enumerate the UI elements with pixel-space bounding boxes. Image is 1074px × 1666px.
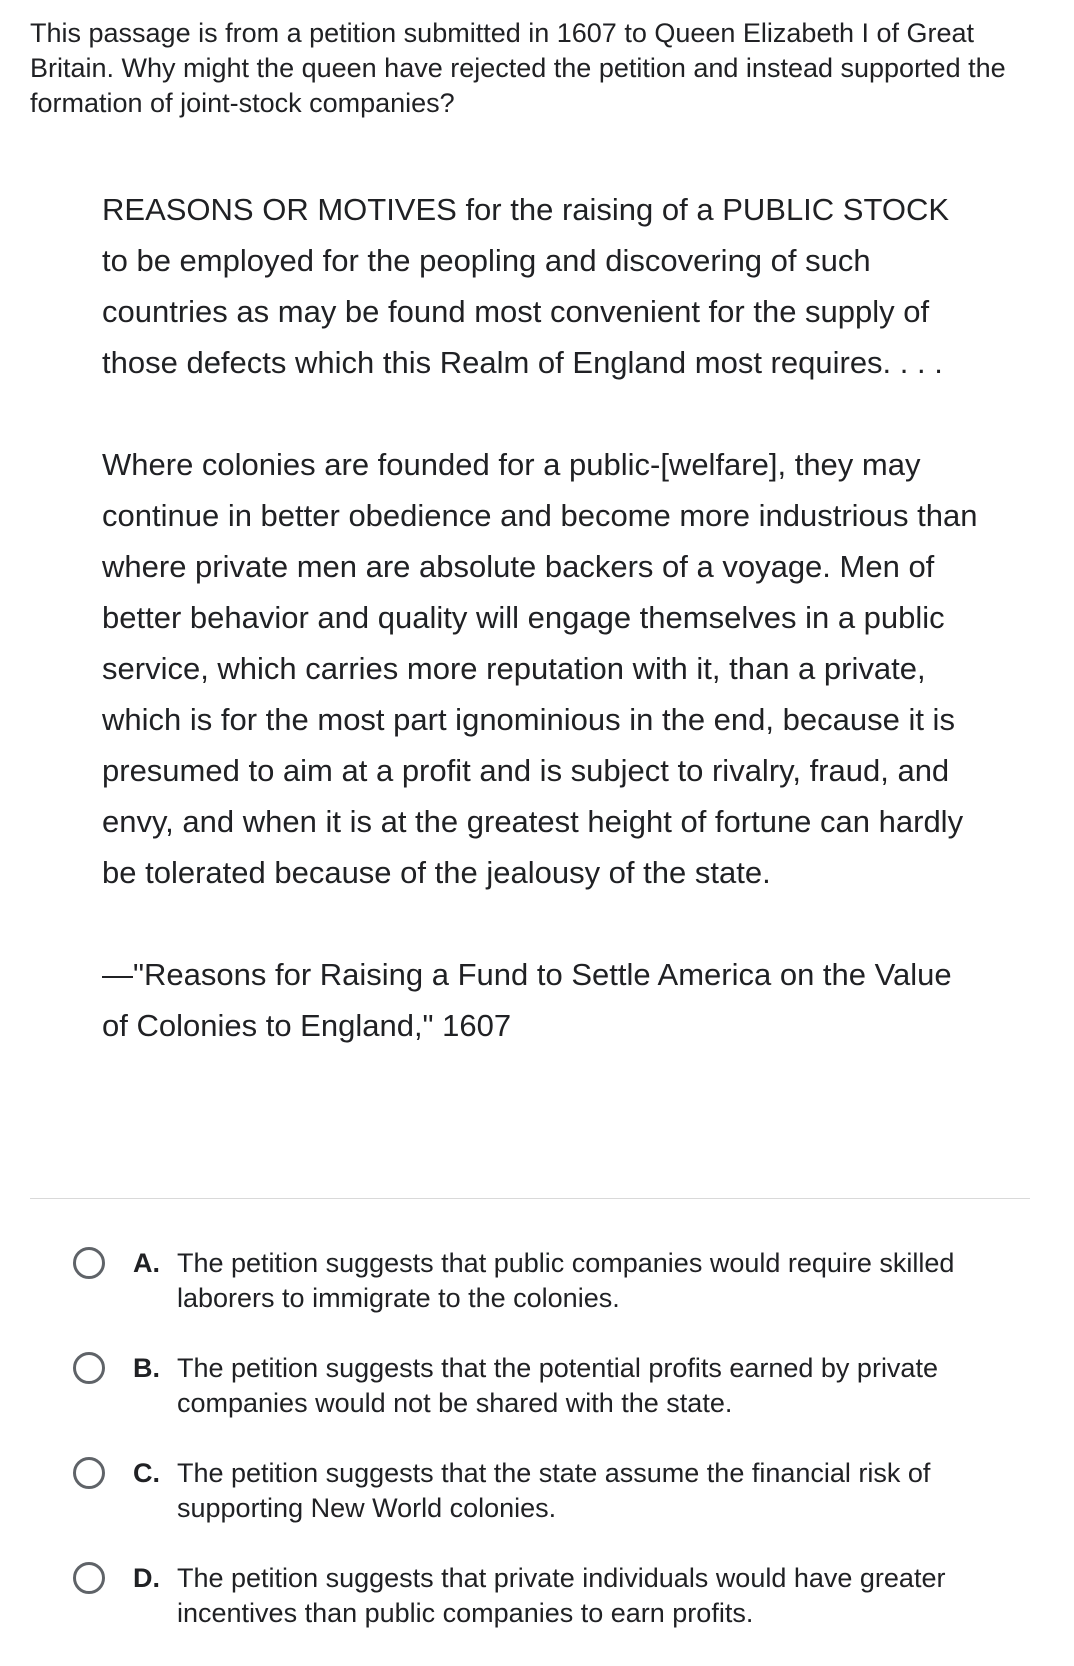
option-text: The petition suggests that the state assume the financial risk of supporting New World colonies. [177, 1458, 931, 1523]
answer-option-a[interactable] [0, 1246, 1074, 1351]
question-prompt: This passage is from a petition submitted in 1607 to Queen Elizabeth I of Great Britain. Why might the queen have rejected the petition and instead supported the formation of joint-stock companies? [30, 18, 1006, 118]
option-letter: B. [133, 1353, 160, 1383]
answer-option-b[interactable] [0, 1351, 1074, 1456]
answer-options [0, 1246, 1074, 1666]
option-letter: C. [133, 1458, 160, 1488]
passage-citation: —"Reasons for Raising a Fund to Settle America on the Value of Colonies to England," 1607 [102, 957, 952, 1043]
answer-option-d[interactable] [0, 1561, 1074, 1666]
option-text: The petition suggests that the potential profits earned by private companies would not be shared with the state. [177, 1353, 938, 1418]
option-letter: A. [133, 1248, 160, 1278]
passage-excerpt [102, 184, 982, 1051]
passage-paragraph: REASONS OR MOTIVES for the raising of a PUBLIC STOCK to be employed for the peopling and discovering of such countries as may be found most convenient for the supply of those defects which this Realm of England most requires. . . . [102, 192, 950, 380]
option-text: The petition suggests that private individuals would have greater incentives than public companies to earn profits. [177, 1563, 946, 1628]
radio-button-icon[interactable] [73, 1457, 105, 1489]
radio-button-icon[interactable] [73, 1352, 105, 1384]
option-letter: D. [133, 1563, 160, 1593]
divider [30, 1198, 1030, 1199]
radio-button-icon[interactable] [73, 1247, 105, 1279]
option-text: The petition suggests that public companies would require skilled laborers to immigrate to the colonies. [177, 1248, 955, 1313]
passage-paragraph: Where colonies are founded for a public-[welfare], they may continue in better obedience and become more industrious than where private men are absolute backers of a voyage. Men of better behavior and quality will engage themselves in a public service, which carries more reputation with it, than a private, which is for the most part ignominious in the end, because it is presumed to aim at a profit and is subject to rivalry, fraud, and envy, and when it is at the greatest height of fortune can hardly be tolerated because of the jealousy of the state. [102, 447, 978, 890]
radio-button-icon[interactable] [73, 1562, 105, 1594]
answer-option-c[interactable] [0, 1456, 1074, 1561]
